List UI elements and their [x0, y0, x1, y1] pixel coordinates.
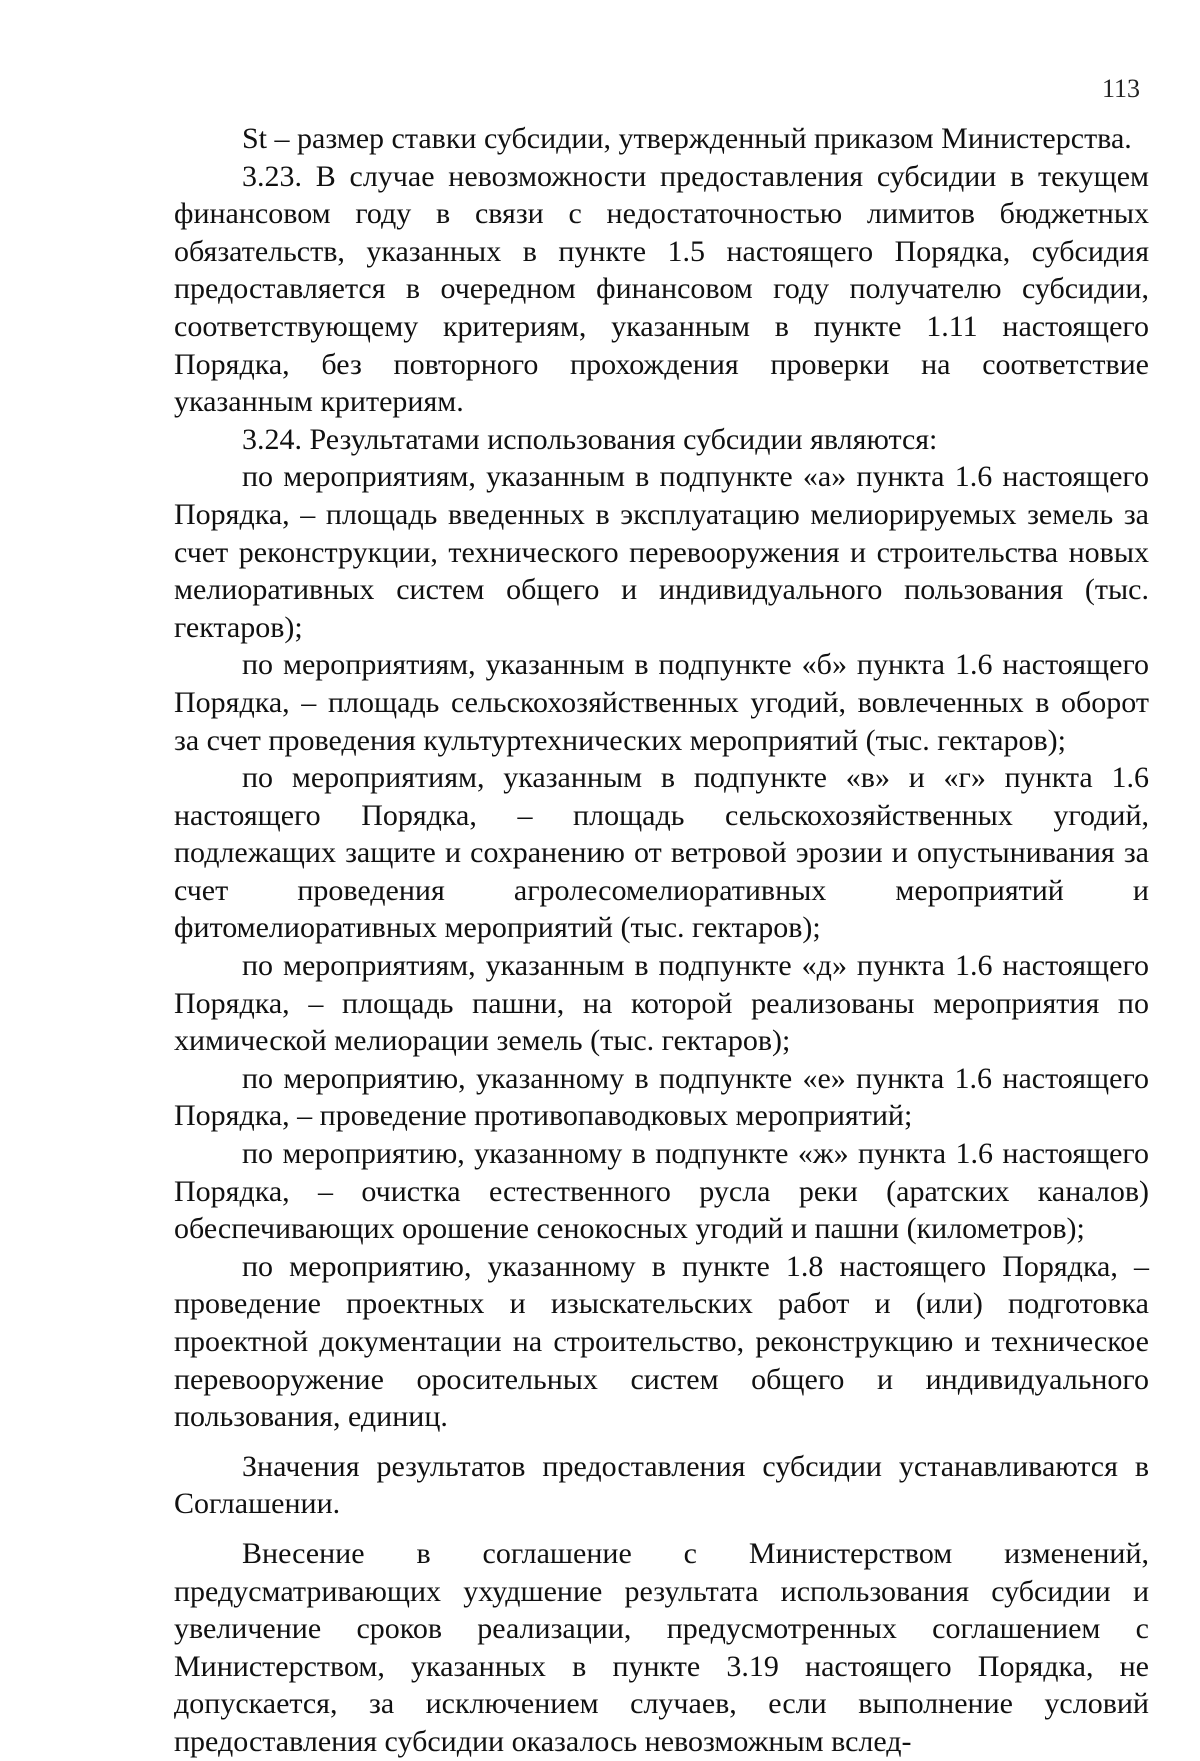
- paragraph-result-v-g: по мероприятиям, указанным в подпункте «в» и «г» пункта 1.6 настоящего Порядка, – площадь сельскохозяйственных угодий, подлежащих защите и сохранению от ветровой эрозии и опустынивания за счет проведения агролесомелиоративных мероприятий и фитомелиоративных мероприятий (тыс. гектаров);: [174, 761, 1149, 945]
- paragraph-result-b: по мероприятиям, указанным в подпункте «б» пункта 1.6 настоящего Порядка, – площадь сельскохозяйственных угодий, вовлеченных в оборот за счет проведения культуртехнических мероприятий (тыс. гектаров);: [174, 648, 1149, 757]
- paragraph-subsidy-rate: St – размер ставки субсидии, утвержденный приказом Министерства.: [242, 122, 1132, 155]
- paragraph-3-24: 3.24. Результатами использования субсидии являются:: [242, 422, 938, 456]
- paragraph-3-23: 3.23. В случае невозможности предоставления субсидии в текущем финансовом году в связи с недостаточностью лимитов бюджетных обязательств, указанных в пункте 1.5 настоящего Порядка, субсидия предоставляется в очередном финансовом году получателю субсидии, соответствующему критериям, указанным в пункте 1.11 настоящего Порядка, без повторного прохождения проверки на соответствие указанным критериям.: [174, 159, 1149, 419]
- paragraph-result-e: по мероприятию, указанному в подпункте «е» пункта 1.6 настоящего Порядка, – проведение противопаводковых мероприятий;: [174, 1061, 1149, 1133]
- paragraph-result-values: Значения результатов предоставления субсидии устанавливаются в Соглашении.: [174, 1449, 1149, 1521]
- paragraph-result-d: по мероприятиям, указанным в подпункте «д» пункта 1.6 настоящего Порядка, – площадь пашни, на которой реализованы мероприятия по химической мелиорации земель (тыс. гектаров);: [174, 949, 1149, 1058]
- document-body: [174, 120, 1149, 1761]
- paragraph-result-zh: по мероприятию, указанному в подпункте «ж» пункта 1.6 настоящего Порядка, – очистка естественного русла реки (аратских каналов) обеспечивающих орошение сенокосных угодий и пашни (километров);: [174, 1137, 1149, 1246]
- paragraph-result-a: по мероприятиям, указанным в подпункте «а» пункта 1.6 настоящего Порядка, – площадь введенных в эксплуатацию мелиорируемых земель за счет реконструкции, технического перевооружения и строительства новых мелиоративных систем общего и индивидуального пользования (тыс. гектаров);: [174, 460, 1149, 644]
- page-number: 113: [1101, 74, 1140, 103]
- paragraph-result-1-8: по мероприятию, указанному в пункте 1.8 настоящего Порядка, – проведение проектных и изыскательских работ и (или) подготовка проектной документации на строительство, реконструкцию и техническое перевооружение оросительных систем общего и индивидуального пользования, единиц.: [174, 1249, 1149, 1434]
- paragraph-agreement-changes: Внесение в соглашение с Министерством изменений, предусматривающих ухудшение результата использования субсидии и увеличение сроков реализации, предусмотренных соглашением с Министерством, указанных в пункте 3.19 настоящего Порядка, не допускается, за исключением случаев, если выполнение условий предоставления субсидии оказалось невозможным вслед-: [174, 1536, 1149, 1758]
